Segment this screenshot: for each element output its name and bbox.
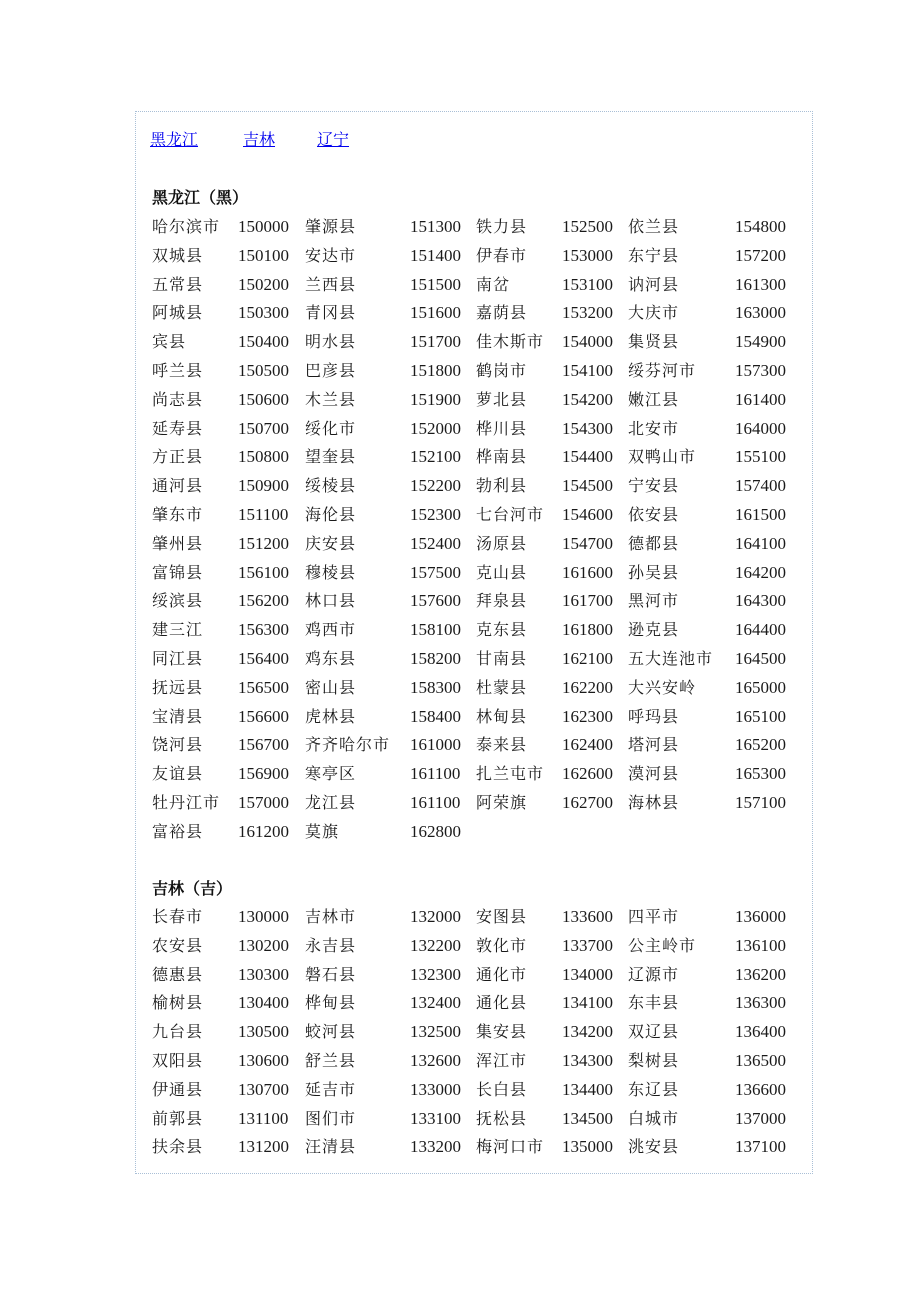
place-name: 穆棱县 (305, 562, 357, 582)
postal-code: 156300 (238, 620, 289, 640)
postal-code: 154900 (735, 332, 786, 352)
postal-code: 162200 (562, 677, 613, 697)
postal-code: 150500 (238, 360, 289, 380)
postal-code: 154500 (562, 476, 613, 496)
place-name: 通河县 (152, 476, 204, 496)
postal-code: 134200 (562, 1022, 613, 1042)
place-name: 延吉市 (305, 1079, 357, 1099)
place-name: 磐石县 (305, 964, 357, 984)
table-row (152, 731, 812, 760)
postal-code: 156400 (238, 648, 289, 668)
place-name: 饶河县 (152, 735, 204, 755)
postal-code: 154000 (562, 332, 613, 352)
place-name: 方正县 (152, 447, 204, 467)
postal-code: 134000 (562, 964, 613, 984)
postal-code: 162100 (562, 648, 613, 668)
table-row (152, 903, 812, 932)
table-row (152, 587, 812, 616)
postal-code: 130200 (238, 935, 289, 955)
postal-code: 154100 (562, 360, 613, 380)
place-name: 公主岭市 (628, 935, 697, 955)
postal-code: 161800 (562, 620, 613, 640)
place-name: 莫旗 (305, 821, 340, 841)
postal-code: 154300 (562, 418, 613, 438)
postal-code: 150400 (238, 332, 289, 352)
place-name: 东辽县 (628, 1079, 680, 1099)
table-row (152, 616, 812, 645)
postal-code: 134400 (562, 1079, 613, 1099)
place-name: 龙江县 (305, 792, 357, 812)
postal-code: 161100 (410, 764, 461, 784)
postal-code: 161300 (735, 274, 786, 294)
place-name: 克东县 (476, 620, 528, 640)
postal-code: 132300 (410, 964, 461, 984)
postal-code: 156100 (238, 562, 289, 582)
place-name: 阿荣旗 (476, 792, 528, 812)
place-name: 兰西县 (305, 274, 357, 294)
postal-code: 134300 (562, 1050, 613, 1070)
place-name: 孙吴县 (628, 562, 680, 582)
place-name: 林甸县 (476, 706, 528, 726)
postal-code: 130000 (238, 907, 289, 926)
table-row (152, 415, 812, 444)
postal-code: 137100 (735, 1137, 786, 1157)
place-name: 白城市 (628, 1108, 680, 1128)
postal-code: 130400 (238, 993, 289, 1013)
postal-code: 165100 (735, 706, 786, 726)
postal-code: 152200 (410, 476, 461, 496)
postcode-table-heilongjiang (152, 213, 812, 847)
postal-code: 154400 (562, 447, 613, 467)
table-row (152, 242, 812, 271)
table-row (152, 961, 812, 990)
place-name: 绥芬河市 (628, 360, 697, 380)
place-name: 肇州县 (152, 533, 204, 553)
postal-code: 156700 (238, 735, 289, 755)
postal-code: 161700 (562, 591, 613, 611)
place-name: 汤原县 (476, 533, 528, 553)
place-name: 抚松县 (476, 1108, 528, 1128)
postal-code: 164300 (735, 591, 786, 611)
table-row (152, 1133, 812, 1162)
postal-code: 132500 (410, 1022, 461, 1042)
postal-code: 165200 (735, 735, 786, 755)
postal-code: 162300 (562, 706, 613, 726)
postal-code: 157100 (735, 792, 786, 812)
postal-code: 156900 (238, 764, 289, 784)
postal-code: 132600 (410, 1050, 461, 1070)
place-name: 扶余县 (152, 1137, 204, 1157)
postal-code: 130700 (238, 1079, 289, 1099)
place-name: 梅河口市 (476, 1137, 545, 1157)
postal-code: 154800 (735, 217, 786, 236)
postal-code: 133100 (410, 1108, 461, 1128)
postal-code: 133200 (410, 1137, 461, 1157)
place-name: 巴彦县 (305, 360, 357, 380)
postal-code: 154600 (562, 504, 613, 524)
postal-code: 136600 (735, 1079, 786, 1099)
place-name: 德都县 (628, 533, 680, 553)
place-name: 集贤县 (628, 332, 680, 352)
place-name: 绥滨县 (152, 591, 204, 611)
place-name: 肇东市 (152, 504, 204, 524)
place-name: 虎林县 (305, 706, 357, 726)
place-name: 鸡东县 (305, 648, 357, 668)
place-name: 桦南县 (476, 447, 528, 467)
section-title-jilin: 吉林（吉） (152, 879, 233, 898)
postcode-table-jilin (152, 903, 812, 1162)
place-name: 蛟河县 (305, 1022, 357, 1042)
place-name: 东丰县 (628, 993, 680, 1013)
table-row (152, 1018, 812, 1047)
section-title-heilongjiang: 黑龙江（黑） (152, 188, 249, 207)
place-name: 讷河县 (628, 274, 680, 294)
postal-code: 136300 (735, 993, 786, 1013)
place-name: 嘉荫县 (476, 303, 528, 323)
place-name: 通化县 (476, 993, 528, 1013)
place-name: 铁力县 (476, 217, 528, 236)
postal-code: 164500 (735, 648, 786, 668)
place-name: 牡丹江市 (152, 792, 221, 812)
postal-code: 132400 (410, 993, 461, 1013)
place-name: 宾县 (152, 332, 187, 352)
postal-code: 133000 (410, 1079, 461, 1099)
place-name: 木兰县 (305, 389, 357, 409)
postal-code: 134100 (562, 993, 613, 1013)
table-row (152, 213, 812, 242)
place-name: 齐齐哈尔市 (305, 735, 391, 755)
table-row (152, 645, 812, 674)
postal-code: 164000 (735, 418, 786, 438)
postal-code: 151900 (410, 389, 461, 409)
postal-code: 150900 (238, 476, 289, 496)
place-name: 双鸭山市 (628, 447, 697, 467)
place-name: 伊通县 (152, 1079, 204, 1099)
place-name: 北安市 (628, 418, 680, 438)
postal-code: 162400 (562, 735, 613, 755)
place-name: 友谊县 (152, 764, 204, 784)
postal-code: 131200 (238, 1137, 289, 1157)
place-name: 萝北县 (476, 389, 528, 409)
postal-code: 136100 (735, 935, 786, 955)
postal-code: 136400 (735, 1022, 786, 1042)
postal-code: 163000 (735, 303, 786, 323)
place-name: 林口县 (305, 591, 357, 611)
postal-code: 152400 (410, 533, 461, 553)
place-name: 图们市 (305, 1108, 357, 1128)
place-name: 双阳县 (152, 1050, 204, 1070)
postal-code: 151800 (410, 360, 461, 380)
postal-code: 151200 (238, 533, 289, 553)
place-name: 绥化市 (305, 418, 357, 438)
postal-code: 162800 (410, 821, 461, 841)
table-row (152, 818, 812, 847)
table-row (152, 760, 812, 789)
postal-code: 150700 (238, 418, 289, 438)
place-name: 安图县 (476, 907, 528, 926)
place-name: 五常县 (152, 274, 204, 294)
place-name: 扎兰屯市 (476, 764, 545, 784)
postal-code: 151500 (410, 274, 461, 294)
place-name: 庆安县 (305, 533, 357, 553)
table-row (152, 1076, 812, 1105)
postal-code: 161100 (410, 792, 461, 812)
postal-code: 130600 (238, 1050, 289, 1070)
postal-code: 154200 (562, 389, 613, 409)
postal-code: 150000 (238, 217, 289, 236)
place-name: 呼兰县 (152, 360, 204, 380)
place-name: 双城县 (152, 245, 204, 265)
postal-code: 157400 (735, 476, 786, 496)
table-row (152, 501, 812, 530)
postal-code: 157000 (238, 792, 289, 812)
postal-code: 150200 (238, 274, 289, 294)
table-row (152, 357, 812, 386)
place-name: 辽源市 (628, 964, 680, 984)
table-row (152, 386, 812, 415)
table-row (152, 271, 812, 300)
place-name: 永吉县 (305, 935, 357, 955)
place-name: 桦川县 (476, 418, 528, 438)
table-row (152, 674, 812, 703)
postal-code: 152100 (410, 447, 461, 467)
postal-code: 158300 (410, 677, 461, 697)
place-name: 杜蒙县 (476, 677, 528, 697)
table-row (152, 472, 812, 501)
nav-link-liaoning[interactable]: 辽宁 (317, 130, 350, 149)
postal-code: 161200 (238, 821, 289, 841)
place-name: 佳木斯市 (476, 332, 545, 352)
postal-code: 131100 (238, 1108, 289, 1128)
postal-code: 150800 (238, 447, 289, 467)
place-name: 延寿县 (152, 418, 204, 438)
postal-code: 150600 (238, 389, 289, 409)
place-name: 南岔 (476, 274, 511, 294)
postal-code: 157500 (410, 562, 461, 582)
place-name: 大庆市 (628, 303, 680, 323)
place-name: 农安县 (152, 935, 204, 955)
postal-code: 150100 (238, 245, 289, 265)
table-row (152, 530, 812, 559)
postal-code: 136500 (735, 1050, 786, 1070)
postal-code: 151600 (410, 303, 461, 323)
place-name: 塔河县 (628, 735, 680, 755)
place-name: 集安县 (476, 1022, 528, 1042)
place-name: 勃利县 (476, 476, 528, 496)
postal-code: 161500 (735, 504, 786, 524)
postal-code: 162600 (562, 764, 613, 784)
place-name: 宁安县 (628, 476, 680, 496)
postal-code: 151700 (410, 332, 461, 352)
postal-code: 155100 (735, 447, 786, 467)
place-name: 富裕县 (152, 821, 204, 841)
place-name: 海林县 (628, 792, 680, 812)
place-name: 克山县 (476, 562, 528, 582)
postal-code: 164400 (735, 620, 786, 640)
nav-link-heilongjiang[interactable]: 黑龙江 (150, 130, 199, 149)
postal-code: 132200 (410, 935, 461, 955)
place-name: 同江县 (152, 648, 204, 668)
table-row (152, 703, 812, 732)
place-name: 舒兰县 (305, 1050, 357, 1070)
place-name: 伊春市 (476, 245, 528, 265)
table-row (152, 1105, 812, 1134)
place-name: 长春市 (152, 907, 204, 926)
place-name: 海伦县 (305, 504, 357, 524)
postal-code: 152500 (562, 217, 613, 236)
postal-code: 153100 (562, 274, 613, 294)
place-name: 长白县 (476, 1079, 528, 1099)
postal-code: 161000 (410, 735, 461, 755)
place-name: 富锦县 (152, 562, 204, 582)
postal-code: 150300 (238, 303, 289, 323)
postal-code: 151400 (410, 245, 461, 265)
place-name: 哈尔滨市 (152, 217, 221, 236)
place-name: 依安县 (628, 504, 680, 524)
nav-link-jilin[interactable]: 吉林 (243, 130, 276, 149)
postal-code: 158100 (410, 620, 461, 640)
postal-code: 162700 (562, 792, 613, 812)
place-name: 甘南县 (476, 648, 528, 668)
place-name: 依兰县 (628, 217, 680, 236)
postal-code: 151300 (410, 217, 461, 236)
place-name: 逊克县 (628, 620, 680, 640)
postal-code: 133600 (562, 907, 613, 926)
place-name: 漠河县 (628, 764, 680, 784)
place-name: 泰来县 (476, 735, 528, 755)
place-name: 五大连池市 (628, 648, 714, 668)
postal-code: 136200 (735, 964, 786, 984)
postal-code: 164100 (735, 533, 786, 553)
postal-code: 157200 (735, 245, 786, 265)
postal-code: 165000 (735, 677, 786, 697)
postal-code: 153200 (562, 303, 613, 323)
place-name: 密山县 (305, 677, 357, 697)
table-row (152, 328, 812, 357)
place-name: 四平市 (628, 907, 680, 926)
table-row (152, 299, 812, 328)
place-name: 阿城县 (152, 303, 204, 323)
place-name: 呼玛县 (628, 706, 680, 726)
postal-code: 132000 (410, 907, 461, 926)
place-name: 前郭县 (152, 1108, 204, 1128)
place-name: 七台河市 (476, 504, 545, 524)
postal-code: 161400 (735, 389, 786, 409)
postal-code: 134500 (562, 1108, 613, 1128)
place-name: 绥棱县 (305, 476, 357, 496)
postal-code: 151100 (238, 504, 289, 524)
postal-code: 135000 (562, 1137, 613, 1157)
postal-code: 133700 (562, 935, 613, 955)
place-name: 尚志县 (152, 389, 204, 409)
place-name: 嫩江县 (628, 389, 680, 409)
place-name: 敦化市 (476, 935, 528, 955)
postal-code: 164200 (735, 562, 786, 582)
postal-code: 157300 (735, 360, 786, 380)
place-name: 榆树县 (152, 993, 204, 1013)
postal-code: 130500 (238, 1022, 289, 1042)
postal-code: 152000 (410, 418, 461, 438)
postal-code: 156200 (238, 591, 289, 611)
postal-code: 157600 (410, 591, 461, 611)
place-name: 九台县 (152, 1022, 204, 1042)
place-name: 大兴安岭 (628, 677, 697, 697)
place-name: 鹤岗市 (476, 360, 528, 380)
place-name: 望奎县 (305, 447, 357, 467)
postal-code: 165300 (735, 764, 786, 784)
place-name: 梨树县 (628, 1050, 680, 1070)
place-name: 浑江市 (476, 1050, 528, 1070)
place-name: 通化市 (476, 964, 528, 984)
place-name: 吉林市 (305, 907, 357, 926)
place-name: 桦甸县 (305, 993, 357, 1013)
table-row (152, 559, 812, 588)
place-name: 汪清县 (305, 1137, 357, 1157)
table-row (152, 443, 812, 472)
place-name: 拜泉县 (476, 591, 528, 611)
postal-code: 154700 (562, 533, 613, 553)
place-name: 东宁县 (628, 245, 680, 265)
table-row (152, 989, 812, 1018)
postal-code: 156600 (238, 706, 289, 726)
table-row (152, 1047, 812, 1076)
place-name: 洮安县 (628, 1137, 680, 1157)
place-name: 黑河市 (628, 591, 680, 611)
postal-code: 156500 (238, 677, 289, 697)
postal-code: 152300 (410, 504, 461, 524)
place-name: 寒亭区 (305, 764, 357, 784)
postal-code: 130300 (238, 964, 289, 984)
place-name: 明水县 (305, 332, 357, 352)
place-name: 双辽县 (628, 1022, 680, 1042)
place-name: 肇源县 (305, 217, 357, 236)
place-name: 宝清县 (152, 706, 204, 726)
place-name: 建三江 (152, 620, 204, 640)
place-name: 抚远县 (152, 677, 204, 697)
place-name: 德惠县 (152, 964, 204, 984)
postal-code: 137000 (735, 1108, 786, 1128)
table-row (152, 932, 812, 961)
postal-code: 136000 (735, 907, 786, 926)
postal-code: 153000 (562, 245, 613, 265)
table-row (152, 789, 812, 818)
place-name: 青冈县 (305, 303, 357, 323)
postal-code: 161600 (562, 562, 613, 582)
place-name: 安达市 (305, 245, 357, 265)
place-name: 鸡西市 (305, 620, 357, 640)
postal-code: 158200 (410, 648, 461, 668)
postal-code: 158400 (410, 706, 461, 726)
